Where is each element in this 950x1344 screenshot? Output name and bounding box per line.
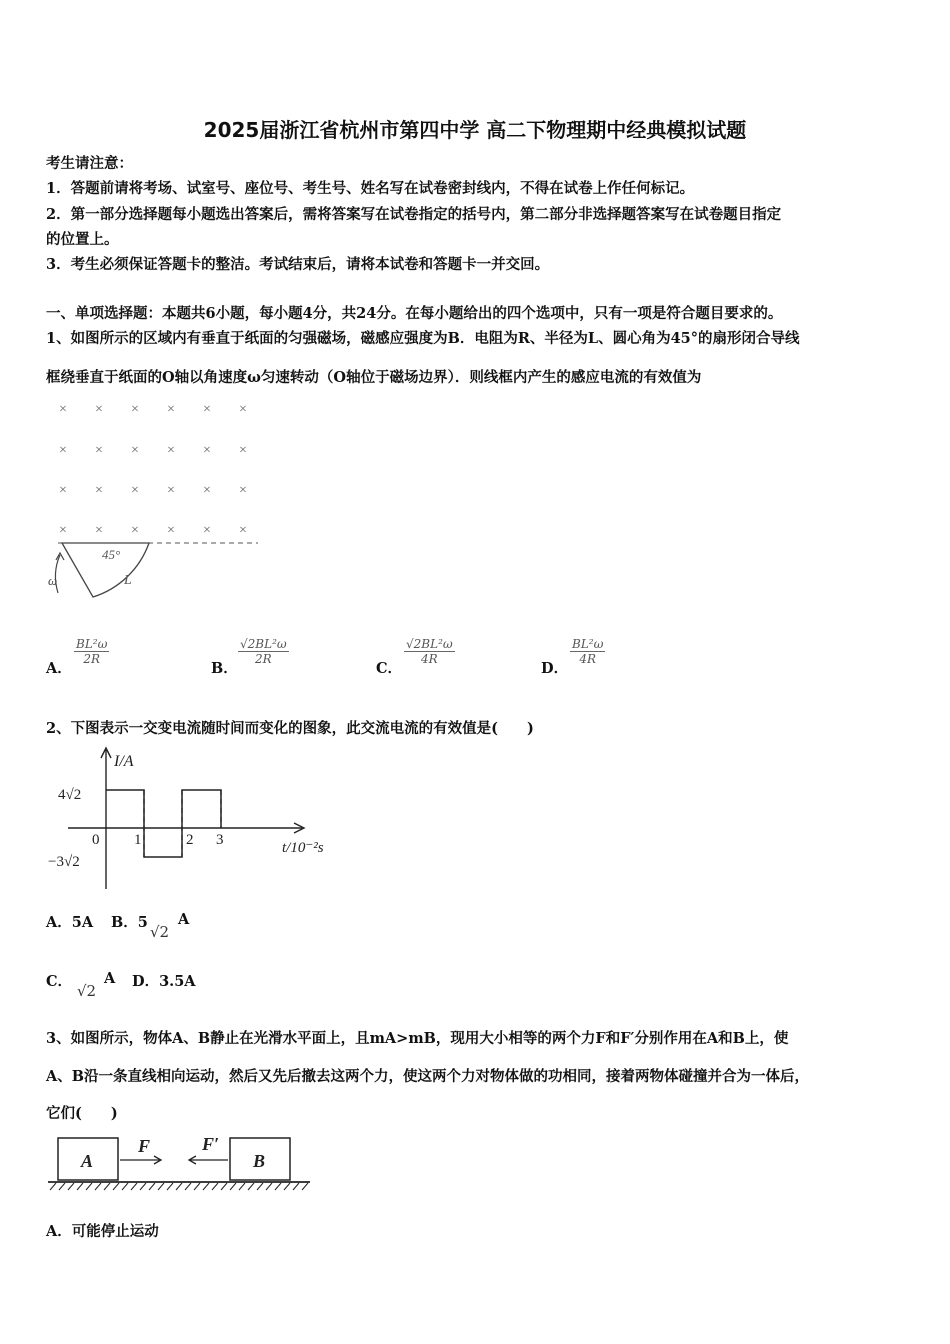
q2-option-b-radical: √2 [150,923,170,941]
page-title: 2025届浙江省杭州市第四中学 高二下物理期中经典模拟试题 [203,118,747,142]
fraction-denominator: 2R [255,652,272,666]
block-b-label: B [253,1151,266,1171]
q1-stem-line2: 框绕垂直于纸面的O轴以角速度ω匀速转动（O轴位于磁场边界）．则线框内产生的感应电流的有效值为 [46,369,702,386]
field-cross: × [131,402,139,417]
field-cross: × [239,483,247,498]
field-cross: × [239,443,247,458]
fraction-numerator: √2BL²ω [406,637,453,651]
q3-option-a[interactable]: A．可能停止运动 [46,1223,159,1240]
field-cross: × [131,443,139,458]
field-cross: × [203,443,211,458]
force-f-label: F [138,1136,151,1156]
section-heading: 一、单项选择题：本题共6小题，每小题4分，共24分。在每小题给出的四个选项中，只有一项是符合题目要求的。 [46,305,783,322]
ground-hatching [50,1183,308,1190]
field-cross: × [95,443,103,458]
notice-item-1: 1．答题前请将考场、试室号、座位号、考生号、姓名写在试卷密封线内，不得在试卷上作任何标记。 [46,180,695,197]
field-cross: × [203,402,211,417]
x-tick-2: 2 [186,832,194,848]
q1-option-a-label[interactable]: A． [46,660,72,677]
x-axis-label: t/10⁻²s [282,840,324,856]
x-tick-1: 1 [134,832,142,848]
field-cross: × [239,523,247,538]
fraction-numerator: √2BL²ω [240,637,287,651]
field-cross: × [95,402,103,417]
field-cross: × [167,483,175,498]
field-cross: × [59,483,67,498]
field-cross: × [167,402,175,417]
fraction-denominator: 4R [421,652,438,666]
q1-option-d-label[interactable]: D． [541,660,569,677]
q2-stem: 2、下图表示一交变电流随时间而变化的图象，此交流电流的有效值是( ) [46,720,534,737]
block-a-label: A [81,1151,94,1171]
y-tick-negative: −3√2 [48,854,80,870]
field-cross: × [59,443,67,458]
field-cross: × [203,523,211,538]
q1-stem-line1: 1、如图所示的区域内有垂直于纸面的匀强磁场，磁感应强度为B．电阻为R、半径为L、圆心角为45°的扇形闭合导线 [46,330,800,347]
q2-option-a[interactable]: A．5A [46,914,94,931]
q3-stem-line3: 它们( ) [46,1105,118,1122]
notice-heading: 考生请注意： [46,155,133,172]
q3-figure [44,1128,316,1198]
fraction-numerator: BL²ω [572,637,604,651]
omega-label: ω [48,573,58,588]
fraction-denominator: 4R [579,652,597,666]
q3-stem-line2: A、B沿一条直线相向运动，然后又先后撤去这两个力，使这两个力对物体做的功相同，接着两物体碰撞并合为一体后， [46,1068,810,1085]
fraction-denominator: 2R [83,652,101,666]
radius-label: L [124,573,132,588]
q1-option-d-value[interactable] [570,637,605,666]
q2-option-c-unit: A [104,970,116,987]
field-cross: × [59,402,67,417]
field-cross: × [239,402,247,417]
q1-option-b-value[interactable] [238,637,289,666]
field-cross: × [131,483,139,498]
q2-option-c-radical: √2 [77,982,97,1000]
fraction-numerator: BL²ω [76,637,108,651]
field-cross: × [203,483,211,498]
y-tick-positive: 4√2 [58,787,82,803]
angle-label: 45° [102,547,121,562]
field-cross: × [167,443,175,458]
q2-option-c-label[interactable]: C． [46,973,73,990]
q2-option-d[interactable]: D．3.5A [132,973,196,990]
notice-item-3: 3．考生必须保证答题卡的整洁。考试结束后，请将本试卷和答题卡一并交回。 [46,256,550,273]
field-cross: × [131,523,139,538]
notice-item-2-cont: 的位置上。 [46,231,119,248]
q1-option-a-value[interactable] [74,637,109,666]
q2-option-b-label[interactable]: B．5 [111,914,148,931]
q1-option-c-value[interactable] [404,637,455,666]
force-f-prime-label: F′ [202,1134,220,1154]
field-cross: × [59,523,67,538]
field-cross: × [95,523,103,538]
q2-current-graph [44,744,344,894]
q2-option-b-unit: A [178,911,190,928]
y-axis-label: I/A [114,753,134,770]
q1-option-b-label[interactable]: B． [211,660,238,677]
q1-option-c-label[interactable]: C． [376,660,403,677]
q3-stem-line1: 3、如图所示，物体A、B静止在光滑水平面上，且mA>mB，现用大小相等的两个力F和F′分别作用在A和B上，使 [46,1030,789,1047]
field-cross: × [167,523,175,538]
x-tick-3: 3 [216,832,224,848]
q1-figure [44,395,264,605]
field-cross: × [95,483,103,498]
notice-item-2: 2．第一部分选择题每小题选出答案后，需将答案写在试卷指定的括号内，第二部分非选择题答案写在试卷题目指定 [46,206,782,223]
origin-label: 0 [92,832,100,848]
current-waveform [106,790,221,857]
